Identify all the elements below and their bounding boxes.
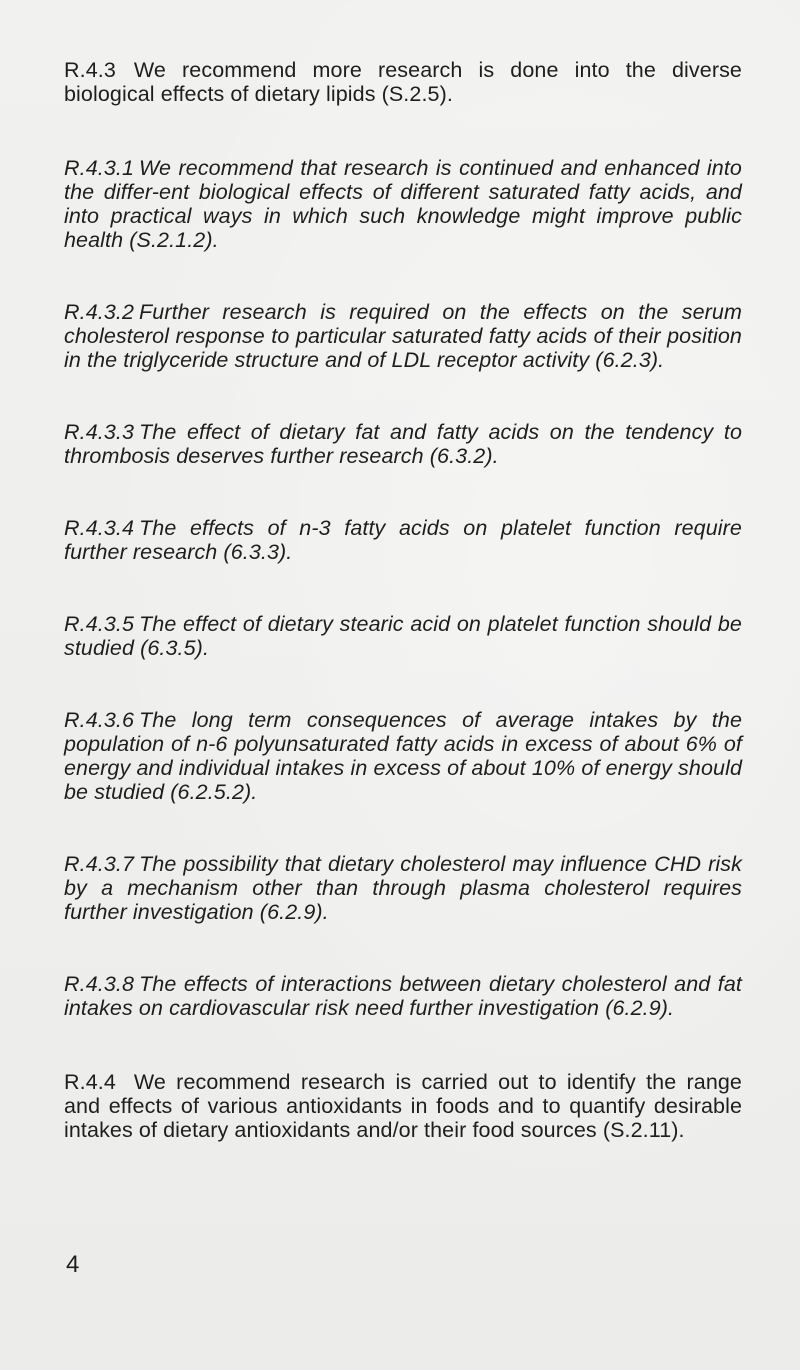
recommendation-r-4-4 [64, 1070, 742, 1142]
recommendation-number: R.4.3.8 [64, 972, 135, 996]
recommendation-r-4-3-7 [64, 852, 742, 924]
recommendation-text: The long term consequences of average intakes by the population of n-6 polyunsaturated fatty acids in excess of about 6% of energy and individual intakes in excess of about 10% of energy should be studied (6.2.5.2). [64, 708, 742, 804]
recommendation-r-4-3-4 [64, 516, 742, 564]
recommendation-text: Further research is required on the effects on the serum cholesterol response to particular saturated fatty acids of their position in the triglyceride structure and of LDL receptor activity (6.2.3). [64, 300, 742, 372]
recommendation-text: We recommend research is carried out to identify the range and effects of various antioxidants in foods and to quantify desirable intakes of dietary antioxidants and/or their food sources (S.2.11). [64, 1070, 742, 1142]
recommendation-r-4-3-5 [64, 612, 742, 660]
recommendation-number: R.4.3.1 [64, 156, 135, 180]
recommendation-number: R.4.3.5 [64, 612, 135, 636]
recommendation-r-4-3-1 [64, 156, 742, 252]
recommendation-text: The effects of interactions between dietary cholesterol and fat intakes on cardiovascular risk need further investigation (6.2.9). [64, 972, 742, 1020]
recommendation-number: R.4.3.4 [64, 516, 135, 540]
recommendation-number: R.4.3.2 [64, 300, 135, 324]
recommendation-r-4-3-2 [64, 300, 742, 372]
recommendation-text: The effects of n-3 fatty acids on platelet function require further research (6.3.3). [64, 516, 742, 564]
recommendation-number: R.4.3.7 [64, 852, 135, 876]
recommendation-text: We recommend more research is done into the diverse biological effects of dietary lipids (S.2.5). [64, 58, 742, 106]
recommendation-r-4-3-3 [64, 420, 742, 468]
recommendation-number: R.4.3.6 [64, 708, 135, 732]
recommendation-text: We recommend that research is continued and enhanced into the differ-ent biological effects of different saturated fatty acids, and into practical ways in which such knowledge might improve public health (S.2.1.2). [64, 156, 742, 252]
recommendation-number: R.4.3 [64, 58, 116, 82]
page-number: 4 [66, 1251, 80, 1278]
recommendation-text: The effect of dietary stearic acid on platelet function should be studied (6.3.5). [64, 612, 742, 660]
recommendations-list [64, 58, 742, 1142]
recommendation-number: R.4.3.3 [64, 420, 135, 444]
recommendation-r-4-3-6 [64, 708, 742, 804]
recommendation-text: The possibility that dietary cholesterol may influence CHD risk by a mechanism other than through plasma cholesterol requires further investigation (6.2.9). [64, 852, 742, 924]
recommendation-number: R.4.4 [64, 1070, 116, 1094]
recommendation-r-4-3-8 [64, 972, 742, 1020]
recommendation-text: The effect of dietary fat and fatty acids on the tendency to thrombosis deserves further research (6.3.2). [64, 420, 742, 468]
recommendation-r-4-3 [64, 58, 742, 106]
